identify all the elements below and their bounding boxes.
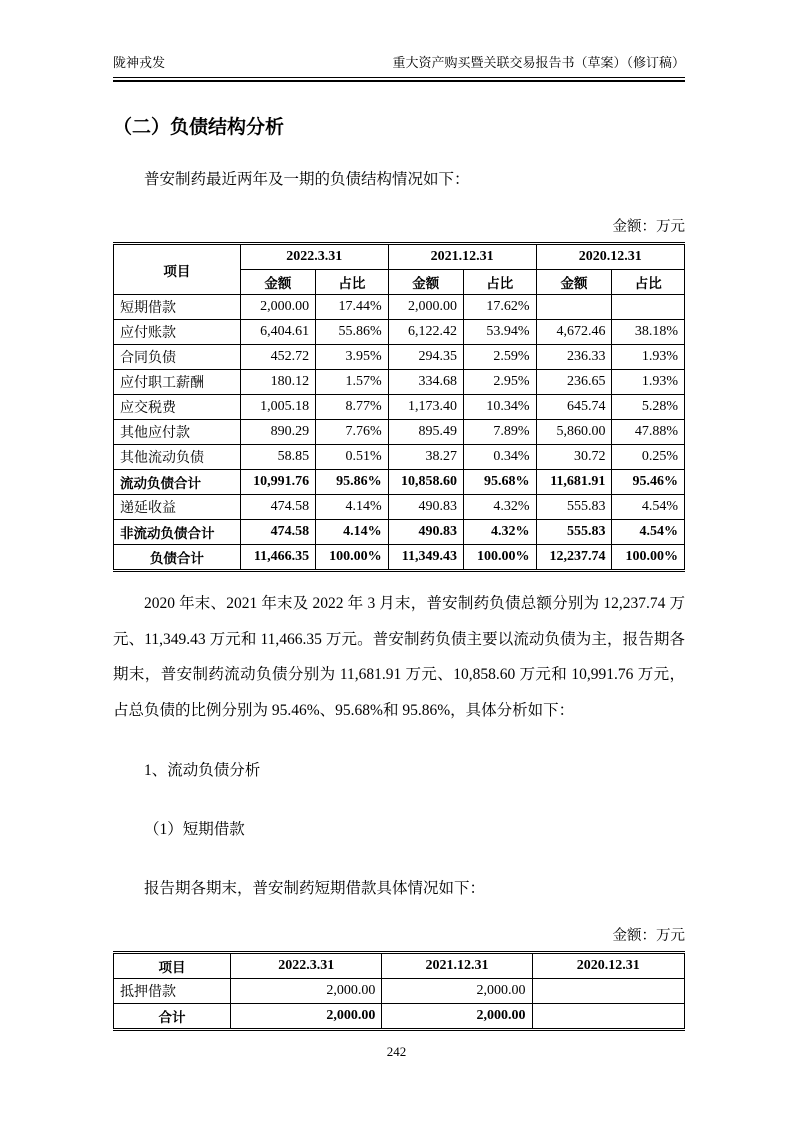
table-cell: 10,858.60: [388, 470, 463, 495]
table-cell: 2.95%: [463, 370, 536, 395]
table-cell: 4.54%: [612, 495, 685, 520]
table-row: [114, 395, 685, 420]
table-cell: 334.68: [388, 370, 463, 395]
header-divider: [113, 77, 685, 82]
table-cell: 58.85: [240, 445, 315, 470]
column-header-item: 项目: [114, 244, 241, 295]
table-cell: 6,404.61: [240, 320, 315, 345]
table-row: [114, 420, 685, 445]
table-header-row: [114, 952, 685, 978]
table-cell: 55.86%: [316, 320, 389, 345]
column-header-period-1: 2022.3.31: [240, 244, 388, 270]
table-cell: 895.49: [388, 420, 463, 445]
table-cell: 12,237.74: [536, 545, 612, 571]
table-cell: 890.29: [240, 420, 315, 445]
table-cell: 11,681.91: [536, 470, 612, 495]
subheader-ratio-1: 占比: [316, 270, 389, 295]
table-cell: 38.27: [388, 445, 463, 470]
table-cell: 17.44%: [316, 295, 389, 320]
sub-heading-current-liabilities: 1、流动负债分析: [144, 761, 261, 779]
table-cell: 95.46%: [612, 470, 685, 495]
row-label: 非流动负债合计: [114, 520, 241, 545]
table-header-row: [114, 244, 685, 270]
table-cell: 180.12: [240, 370, 315, 395]
table-row: [114, 495, 685, 520]
table-cell: [536, 295, 612, 320]
table-cell: 4,672.46: [536, 320, 612, 345]
table-cell: 2.59%: [463, 345, 536, 370]
header-right-text: 重大资产购买暨关联交易报告书（草案）（修订稿）: [392, 55, 685, 70]
table-cell: 30.72: [536, 445, 612, 470]
table-row: [114, 320, 685, 345]
unit-label-2: 金额：万元: [612, 927, 685, 944]
table-cell: 7.76%: [316, 420, 389, 445]
table-cell: [532, 978, 684, 1003]
table-row: [114, 345, 685, 370]
table-row: [114, 445, 685, 470]
column-header-period-3: 2020.12.31: [536, 244, 685, 270]
table-cell: 100.00%: [316, 545, 389, 571]
table-cell: 11,349.43: [388, 545, 463, 571]
column-header-period-3: 2020.12.31: [532, 952, 684, 978]
table-cell: 645.74: [536, 395, 612, 420]
row-label: 合计: [114, 1003, 231, 1029]
intro-paragraph: 普安制药最近两年及一期的负债结构情况如下：: [144, 171, 470, 188]
table-row-total: [114, 545, 685, 571]
table-cell: 2,000.00: [231, 978, 382, 1003]
row-label: 应付职工薪酬: [114, 370, 241, 395]
table-cell: 38.18%: [612, 320, 685, 345]
subheader-amount-3: 金额: [536, 270, 612, 295]
page-number: 242: [386, 1044, 407, 1059]
table-row: [114, 295, 685, 320]
table-cell: 2,000.00: [231, 1003, 382, 1029]
table-cell: 294.35: [388, 345, 463, 370]
subheader-ratio-2: 占比: [463, 270, 536, 295]
table-cell: 1.93%: [612, 370, 685, 395]
column-header-period-2: 2021.12.31: [382, 952, 532, 978]
table-cell: 10,991.76: [240, 470, 315, 495]
table-cell: 5.28%: [612, 395, 685, 420]
table-cell: 555.83: [536, 520, 612, 545]
table-cell: 236.65: [536, 370, 612, 395]
table-cell: 4.32%: [463, 520, 536, 545]
row-label: 应付账款: [114, 320, 241, 345]
table-cell: 452.72: [240, 345, 315, 370]
table-cell: 4.14%: [316, 495, 389, 520]
subheader-ratio-3: 占比: [612, 270, 685, 295]
row-label: 合同负债: [114, 345, 241, 370]
table-cell: 236.33: [536, 345, 612, 370]
short-term-intro-paragraph: 报告期各期末，普安制药短期借款具体情况如下：: [144, 879, 486, 897]
table-cell: 1.93%: [612, 345, 685, 370]
column-header-period-1: 2022.3.31: [231, 952, 382, 978]
table-cell: 4.54%: [612, 520, 685, 545]
table-cell: 95.68%: [463, 470, 536, 495]
table-cell: 490.83: [388, 495, 463, 520]
table-row-subtotal-current: [114, 470, 685, 495]
row-label: 其他流动负债: [114, 445, 241, 470]
table-cell: 4.32%: [463, 495, 536, 520]
table-cell: 0.34%: [463, 445, 536, 470]
table-cell: 95.86%: [316, 470, 389, 495]
table-cell: 7.89%: [463, 420, 536, 445]
table-cell: 11,466.35: [240, 545, 315, 571]
table-cell: 1.57%: [316, 370, 389, 395]
table-cell: 1,173.40: [388, 395, 463, 420]
subheader-amount-1: 金额: [240, 270, 315, 295]
table-cell: 2,000.00: [382, 978, 532, 1003]
table-cell: 4.14%: [316, 520, 389, 545]
short-term-loan-table: [113, 951, 685, 1031]
table-cell: 5,860.00: [536, 420, 612, 445]
table-cell: [612, 295, 685, 320]
row-label: 应交税费: [114, 395, 241, 420]
table-cell: 0.51%: [316, 445, 389, 470]
table-cell: [532, 1003, 684, 1029]
table-cell: 2,000.00: [382, 1003, 532, 1029]
table-cell: 555.83: [536, 495, 612, 520]
table-row: [114, 978, 685, 1003]
table-cell: 6,122.42: [388, 320, 463, 345]
column-header-item: 项目: [114, 952, 231, 978]
table-cell: 17.62%: [463, 295, 536, 320]
table-cell: 47.88%: [612, 420, 685, 445]
table-row: [114, 370, 685, 395]
subheader-amount-2: 金额: [388, 270, 463, 295]
row-label: 负债合计: [114, 545, 241, 571]
table-cell: 2,000.00: [388, 295, 463, 320]
table-cell: 53.94%: [463, 320, 536, 345]
row-label: 递延收益: [114, 495, 241, 520]
row-label: 流动负债合计: [114, 470, 241, 495]
row-label: 短期借款: [114, 295, 241, 320]
table-cell: 2,000.00: [240, 295, 315, 320]
unit-label-1: 金额：万元: [612, 219, 685, 236]
row-label: 其他应付款: [114, 420, 241, 445]
table-cell: 8.77%: [316, 395, 389, 420]
table-cell: 3.95%: [316, 345, 389, 370]
table-row-subtotal-noncurrent: [114, 520, 685, 545]
table-cell: 100.00%: [463, 545, 536, 571]
section-title: （二）负债结构分析: [113, 117, 285, 138]
table-cell: 474.58: [240, 495, 315, 520]
row-label: 抵押借款: [114, 978, 231, 1003]
page-header: [113, 52, 685, 76]
table-cell: 100.00%: [612, 545, 685, 571]
table-cell: 474.58: [240, 520, 315, 545]
table-cell: 10.34%: [463, 395, 536, 420]
sub-heading-short-term-loans: （1）短期借款: [144, 820, 245, 838]
header-left-text: 陇神戎发: [113, 55, 166, 70]
table-cell: 490.83: [388, 520, 463, 545]
column-header-period-2: 2021.12.31: [388, 244, 536, 270]
analysis-paragraph: 2020 年末、2021 年末及 2022 年 3 月末，普安制药负债总额分别为 12,237.74 万元、11,349.43 万元和 11,466.35 万元。普安制药负债主要以流动负债为主，报告期各期末，普安制药流动负债分别为 11,681.91 万元、10,858.60 万元和 10,991.76 万元，占总负债的比例分别为 95.46%、95.68%和 95.86%，具体分析如下：: [113, 595, 685, 720]
table-cell: 0.25%: [612, 445, 685, 470]
liability-structure-table: [113, 242, 685, 572]
table-cell: 1,005.18: [240, 395, 315, 420]
table-row-total: [114, 1003, 685, 1029]
